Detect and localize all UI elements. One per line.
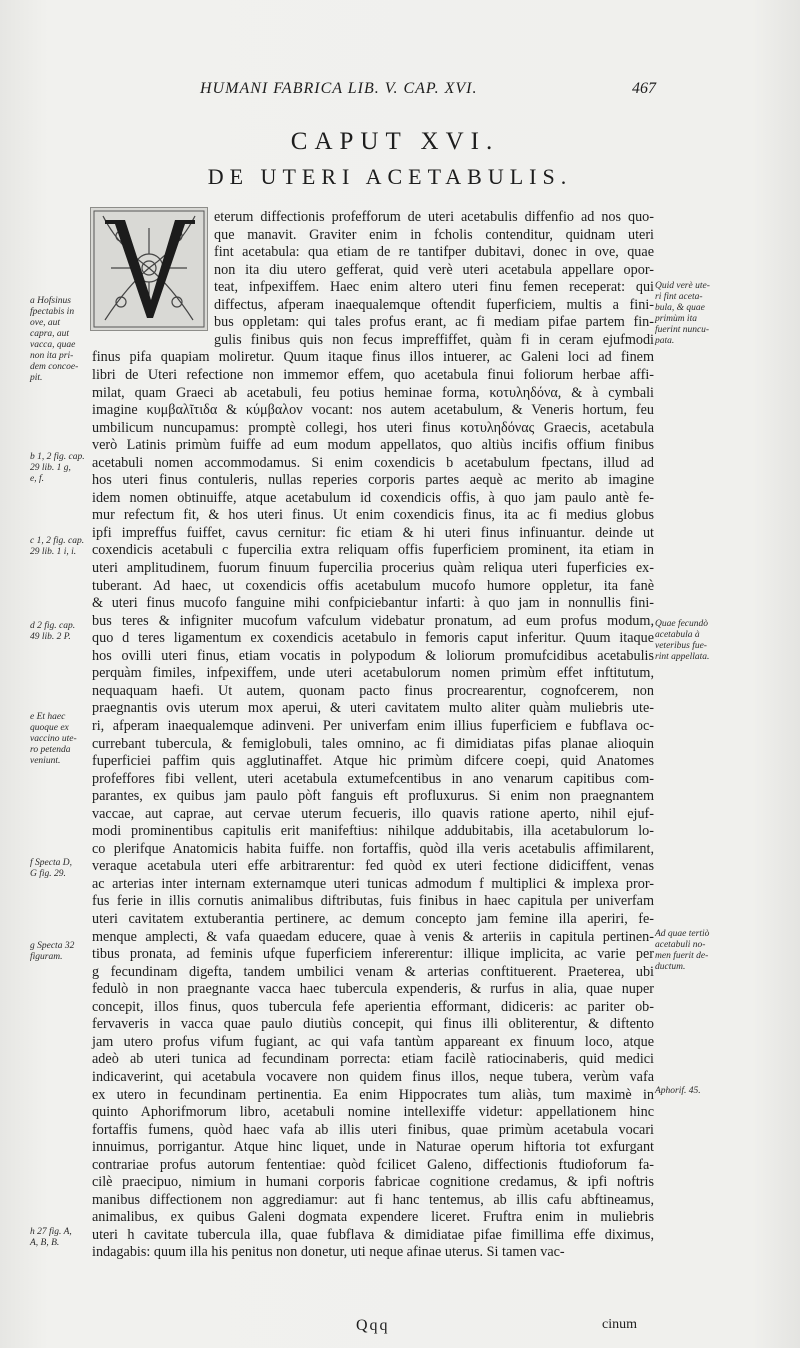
body-line: manibus diffectionem non aggrediamur: aut fi hanc tentemus, ab illis cafu abftineamus, [92,1191,654,1208]
margin-note [30,621,90,643]
body-line: uteri cavitatem extuberantia pertinere, ac demum concepto jam femine illa aperiri, fe- [92,911,654,927]
margin-note-line: Quae fecundò [655,619,709,629]
body-line: currebant tubercula, & femiglobuli, tales omnino, ac fi dimidiatas pifas planae alioquin [92,735,654,752]
body-line: vaccae, aut caprae, aut cervae uterum fecueris, illo quavis ratione aperto, nihil ejuf- [92,805,654,822]
body-line: bus teres & infigniter mucofum vafculum videbatur pronatum, ad eum profus modum, [92,612,654,629]
chapter-number: CAPUT XVI. [290,128,500,155]
body-line: gulis finibus quis non fecus impreffiffet, quàm fi in ceram ejufmodi [214,331,654,348]
body-line: acetabuli nomen accommodamus. Si enim coxendicis b acetabulum fpectans, illud ad [92,454,654,471]
body-line: adeò ab uteri tunica ad fecundinam porrecta: etiam facilè ratiocinaberis, quid medici [92,1051,654,1068]
body-line: mur refectum fit, & hos uteri finus. Ut enim coxendicis finus, ita ac fi medius globus [92,507,654,524]
body-line: praegnantis ovis uterum mox aperui, & uteri cavitatem multo aliter quàm muliebris ute- [92,700,654,717]
margin-note [655,619,735,663]
body-line: imagine κυμβαλῖτιδα & κύμβαλον vocant: nos autem acetabulum, & Veneris hortum, feu [92,402,654,419]
body-line: verò Latinis primùm fuiffe ad eum modum appellatos, quo altiùs incifis offium finibus [92,437,654,454]
margin-note-line: c 1, 2 fig. cap. [30,536,85,546]
body-line: quo d teres ligamentum ex coxendicis acetabulo in femoris caput inferitur. Quum itaque [92,630,654,647]
body-line: ac arterias inter internam externamque uteri tunicas admodum f multiplici & implexa pror- [92,875,654,892]
body-line: fervaveris in vacca quae paulo diutiùs concepit, qui finus illi obliterentur, & diftento [92,1016,654,1033]
catchword: cinum [602,1317,637,1332]
body-line: non ita diu utero gefferat, quid verè uteri acetabula appellare opor- [214,261,654,278]
margin-note [655,929,735,973]
body-line: libri de Uteri refectione non immemor effem, quo acetabula finui foliorum herbae affi- [92,366,654,383]
body-line: finus pifa quapiam moliretur. Quum itaque finus illos intuerer, ac Galeni loci ad finem [92,349,654,366]
body-line: ipfi impreffus fuiffet, cavus cernitur: fic etiam & hi uteri finus infinuantur. deinde ut [92,524,654,541]
body-line: menque amplecti, & vafa quaedam educere, quae à venis & arteriis in capitula pertinen- [92,928,654,945]
margin-note-line: dem concoe- [30,362,79,372]
body-line: innuimus, porrigantur. Atque hinc liquet, unde in Naturae operum hiftoria tot exfurgant [92,1139,654,1156]
body-line: profeffores fibi vellent, uteri acetabula extumefcentibus in ano venarum capitibus com- [92,770,654,787]
margin-note-line: bula, & quae [655,303,705,313]
margin-note-line: b 1, 2 fig. cap. [30,452,85,462]
margin-note [30,296,90,384]
margin-note-line: Ad quae tertiò [655,929,710,939]
running-head: HUMANI FABRICA LIB. V. CAP. XVI. [200,80,478,97]
body-line: umbilicum nuncupamus: promptè collegi, hos uteri finus κοτυληδόνας Graecis, acetabula [92,419,654,436]
margin-note-line: veniunt. [30,756,61,766]
body-line: diffectus, afperam inaequalemque oftendit fuperficiem, multis a fini- [214,296,654,313]
margin-note [30,452,90,485]
body-line: contrariae profus autorum fententiae: quòd fcilicet Galeno, diffectionis ftudioforum fa- [92,1156,654,1173]
body-line: modi prominentibus capitulis erit manifeftius: nihilque addubitabis, illa acetabulorum lo- [92,823,654,840]
margin-note-line: primùm ita [655,314,697,324]
body-line: veraque acetabula uteri effe arbitrarentur: fed quòd ex uteri fectione didiciffent, venas [92,858,654,875]
margin-note-line: ri fint aceta- [655,292,703,302]
body-line: eterum diffectionis profefforum de uteri acetabulis diffenfio ad nos quo- [214,209,654,225]
margin-note-line: quoque ex [30,723,69,733]
decorated-initial-v-icon [90,207,208,331]
margin-note-line: vaccino ute- [30,734,77,744]
body-line: jam utero profus vifum fugiant, ac qui vafa tantùm appareant ex finuum loco, atque [92,1033,654,1050]
body-line: & uteri finus mucofo fanguine mihi confpiciebantur infarti: à quo jam in nonnullis fini- [92,595,654,612]
margin-note-line: pata. [655,336,675,346]
margin-note [655,281,735,347]
margin-note [30,858,90,880]
body-line: concepit, illos finus, quos tubercula fefe aperientia efformant, didiceris: ac pariter ob- [92,998,654,1015]
body-line: co plerifque Anatomicis habita fuiffe. non fortaffis, quòd illa veris acetabulis affimilarent, [92,840,654,857]
body-line: milat, quam Graeci ab acetabuli, feu potius heminae forma, κοτυληδόνα, & à cymbali [92,384,654,401]
margin-note-line: men fuerit de- [655,951,709,961]
gathering-signature: Qqq [356,1317,390,1334]
body-line: coxendicis acetabuli c fupercilia extra reliquam offis fuperficiem prominent, ita etiam in [92,542,654,559]
margin-note-line: 29 lib. 1 i, i. [30,547,77,557]
body-line: parantes, ex quibus jam paulo pòft fanguis eft profluxurus. Si enim non praegnantem [92,788,654,805]
margin-note-line: vacca, quae [30,340,76,350]
body-line: animalibus, ex quibus Galeni dogmata expendere liceret. Fruftra enim in muliebris [92,1209,654,1226]
margin-note-line: 29 lib. 1 g, [30,463,71,473]
body-line: nequaquam haefi. Ut autem, quonam pacto finus procrearentur, cognofcerem, non [92,682,654,699]
margin-note-line: acetabuli no- [655,940,706,950]
page-number: 467 [632,80,656,97]
body-line: fuperficiei paffim quis agglutinaffet. Atque hic primùm difcere coepi, quid Anatomes [92,753,654,770]
margin-note [30,1227,90,1249]
margin-note-line: acetabula à [655,630,700,640]
margin-note [30,536,90,558]
body-line: quinto Aphorifmorum libro, acetabuli nomine intellexiffe videtur: appellationem hinc [92,1104,654,1121]
margin-note-line: e Et haec [30,712,66,722]
margin-note-line: a Hofsinus [30,296,71,306]
margin-note-line: non ita pri- [30,351,74,361]
margin-note-line: rint appellata. [655,652,710,662]
body-line: idem nomen obtinuiffe, atque acetabulum id coxendicis offis, à quo jam paulo antè fe- [92,489,654,506]
body-line: teat, infpexiffem. Haec enim altero uteri finu femen receperat: qui [214,279,654,296]
margin-note-line: ro petenda [30,745,71,755]
margin-note-line: ove, aut [30,318,61,328]
body-line: tibus pronata, ad feminis ufque fuperficiem infererentur: illique implicita, ac varie per [92,946,654,963]
chapter-title: DE UTERI ACETABULIS. [207,164,573,189]
margin-note [30,941,90,963]
margin-note-line: g Specta 32 [30,941,75,951]
margin-note-line: Aphorif. 45. [655,1086,701,1096]
body-line: g fecundinam digefta, tandem umbilici venam & arterias conftituerent. Praeterea, ubi [92,963,654,980]
body-line: ri, afperam inaequalemque adinveni. Per univerfam enim illius fuperficiem e fubflava oc- [92,717,654,734]
body-line: hos uteri finus contuleris, nullas reperies corporis partes aequè ac merito ab imagine [92,472,654,489]
margin-note-line: fpectabis in [30,307,75,317]
margin-note-line: A, B, B. [30,1238,60,1248]
body-line: cilè praecipuo, nimium in humani corporis fabricae cognitione credamus, & ipfi noftris [92,1174,654,1191]
margin-note-line: G fig. 29. [30,869,66,879]
margin-note-line: figuram. [30,952,63,962]
body-line: tuberant. Ad haec, ut coxendicis offis acetabulum mucofo humore oppletur, ita fanè [92,577,654,594]
margin-note-line: f Specta D, [30,858,72,868]
body-line: fint acetabula: qua etiam de re tantifper dubitavi, donec in ove, quae [214,244,654,261]
body-line: indagabis: quum illa his penitus non donetur, uti neque afinae uterus. Si tamen vac- [92,1244,565,1261]
body-line: fus ferie in illis cornutis animalibus diftributas, fuis finibus in haec capitula per univerfam [92,893,654,910]
body-line: ex utero in fecundinam pertinentia. Ea enim Hippocrates tum aliàs, tum maximè in [92,1086,654,1103]
margin-note-line: veteribus fue- [655,641,707,651]
margin-note-line: capra, aut [30,329,70,339]
body-line: fortaffis fumens, quòd haec vafa ab illis uteri finibus, quae primùm acetabula vocari [92,1121,654,1138]
margin-note-line: ductum. [655,962,686,972]
body-line: perquàm fimiles, infpexiffem, unde uteri acetabulorum nomen primùm effet inftitutum, [92,665,654,682]
body-line: que manavit. Graviter enim in fcholis contenditur, quidnam uteri [214,226,654,243]
margin-note-line: e, f. [30,474,44,484]
body-line: uteri amplitudinem, fuorum finuum fupercilia procerius quàm reliqua uteri fuperficies ex- [92,560,654,576]
margin-note-line: pit. [30,373,43,383]
margin-note-line: 49 lib. 2 P. [30,632,71,642]
margin-note [655,1086,735,1097]
margin-note-line: h 27 fig. A, [30,1227,72,1237]
margin-note-line: d 2 fig. cap. [30,621,76,631]
body-line: uteri h cavitate tubercula illa, quae fubflava & dimidiatae pifae fimillima effe diximus, [92,1226,654,1243]
margin-note-line: fuerint nuncu- [655,325,710,335]
body-line: bus oppletam: qui tales profus erant, ac fi mediam pifae partem fin- [214,314,654,331]
margin-note [30,712,90,767]
body-line: fedulò in non praegnante vacca haec tubercula expenderis, & rurfus in alia, quae nuper [92,981,654,998]
body-line: indicaverint, qui acetabula vocavere non quidem finus illos, neque tubera, verùm vafa [92,1068,654,1085]
margin-note-line: Quid verè ute- [655,281,710,291]
body-line: hos ovilli uteri finus, etiam vocatis in polypodum & loliorum promufcidibus acetabulis [92,647,654,664]
